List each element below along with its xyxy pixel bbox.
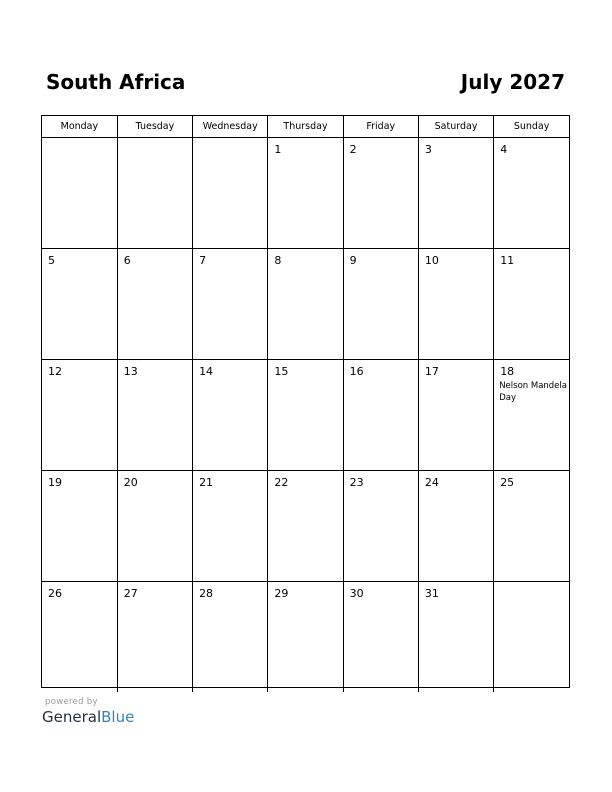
week-row [42,582,569,693]
day-cell [418,249,493,360]
day-number [494,582,569,587]
day-number: 19 [48,476,62,489]
brand-logo [42,708,134,726]
day-cell [418,471,493,582]
week-row [42,471,569,582]
day-number: 9 [349,254,357,267]
day-cell [117,471,192,582]
day-cell [494,360,569,471]
brand-part1: General [42,708,102,726]
weekday-header: Friday [343,116,418,138]
day-cell [343,471,418,582]
weekday-header: Tuesday [117,116,192,138]
day-cell [494,471,569,582]
day-cell [117,360,192,471]
day-cell [268,360,343,471]
day-number: 25 [500,476,515,489]
day-number: 11 [500,254,515,267]
day-number: 14 [199,365,214,378]
day-cell [268,249,343,360]
day-cell [494,249,569,360]
day-number: 23 [349,476,364,489]
day-number: 24 [424,476,439,489]
day-cell [268,582,343,693]
week-row [42,360,569,471]
day-cell [193,360,268,471]
holiday-label: Nelson Mandela Day [499,381,567,403]
day-number: 8 [274,254,282,267]
day-number: 7 [199,254,207,267]
day-number: 16 [349,365,364,378]
day-cell [117,249,192,360]
day-number: 28 [199,587,214,600]
day-number: 18 [500,365,515,378]
day-number: 4 [500,143,508,156]
day-cell [268,471,343,582]
day-number: 15 [274,365,289,378]
day-number: 13 [123,365,138,378]
day-number: 5 [48,254,55,267]
week-row [42,249,569,360]
powered-by-text: powered by [45,697,98,707]
day-number: 31 [424,587,439,600]
day-cell [42,582,117,693]
week-row [42,138,569,249]
weekday-header: Saturday [418,116,493,138]
day-number: 6 [123,254,131,267]
day-cell [494,582,569,693]
day-number: 10 [424,254,439,267]
day-number: 20 [123,476,138,489]
day-number: 3 [424,143,432,156]
day-number [193,138,267,143]
day-cell [494,138,569,249]
day-cell [42,138,117,249]
day-cell [193,471,268,582]
day-number: 22 [274,476,289,489]
day-number: 17 [424,365,439,378]
day-cell [117,582,192,693]
brand-part2: Blue [101,708,135,726]
day-number: 30 [349,587,364,600]
day-cell [42,471,117,582]
day-cell [193,138,268,249]
day-number: 2 [349,143,357,156]
day-cell [418,138,493,249]
weekday-header: Wednesday [193,116,268,138]
day-number: 12 [48,365,62,378]
weekday-header: Thursday [268,116,343,138]
day-cell [343,249,418,360]
day-number [42,138,117,143]
day-cell [193,582,268,693]
day-cell [343,582,418,693]
day-cell [268,138,343,249]
day-cell [42,249,117,360]
day-number: 27 [123,587,138,600]
day-number: 26 [48,587,62,600]
day-cell [117,138,192,249]
day-cell [418,360,493,471]
day-cell [343,138,418,249]
day-cell [193,249,268,360]
calendar-grid [41,115,570,688]
day-cell [343,360,418,471]
day-number: 21 [199,476,214,489]
country-title: South Africa [46,70,186,94]
month-year-title: July 2027 [460,70,565,94]
day-number [118,138,192,143]
day-cell [418,582,493,693]
day-number: 1 [274,143,282,156]
day-number: 29 [274,587,289,600]
day-cell [42,360,117,471]
weekday-header: Sunday [494,116,569,138]
weekday-header: Monday [42,116,117,138]
